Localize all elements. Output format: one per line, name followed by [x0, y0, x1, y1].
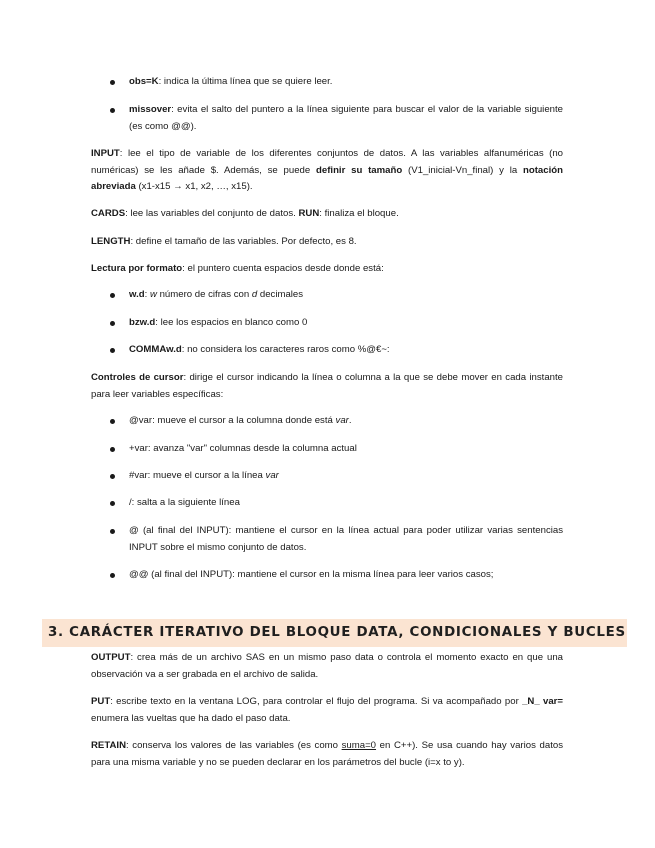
bullet-missover: missover: evita el salto del puntero a la línea siguiente para buscar el valor de la variable siguiente (es como @@).	[129, 104, 563, 132]
bullet-dot	[110, 108, 115, 113]
bullet-dot	[110, 80, 115, 85]
bullet-wd: w.d: w número de cifras con d decimales	[129, 289, 304, 300]
retain-paragraph: RETAIN: conserva los valores de las variables (es como suma=0 en C++). Se usa cuando hay varios datos para una misma variable y no se pueden declarar en los parámetros del bucle (i=x to y).	[91, 740, 563, 768]
bullet-bzwd: bzw.d: lee los espacios en blanco como 0	[129, 317, 308, 328]
bullet-dot	[110, 573, 115, 578]
bullet-dot	[110, 474, 115, 479]
bullet-dot	[110, 419, 115, 424]
bullet-dot	[110, 293, 115, 298]
bullet-dot	[110, 501, 115, 506]
section-heading: 3. CARÁCTER ITERATIVO DEL BLOQUE DATA, CONDICIONALES Y BUCLES	[48, 625, 626, 640]
bullet-cursor-plus-var: +var: avanza "var" columnas desde la columna actual	[129, 443, 357, 454]
cursor-paragraph: Controles de cursor: dirige el cursor indicando la línea o columna a la que se debe mover en cada instante para leer variables específicas:	[91, 372, 563, 400]
cards-paragraph: CARDS: lee las variables del conjunto de datos. RUN: finaliza el bloque.	[91, 208, 399, 219]
bullet-dot	[110, 321, 115, 326]
formato-paragraph: Lectura por formato: el puntero cuenta espacios desde donde está:	[91, 263, 384, 274]
bullet-cursor-double-at: @@ (al final del INPUT): mantiene el cursor en la misma línea para leer varios casos;	[129, 569, 494, 580]
bullet-cursor-at-var: @var: mueve el cursor a la columna donde está var.	[129, 415, 352, 426]
bullet-cursor-hash-var: #var: mueve el cursor a la línea var	[129, 470, 279, 481]
bullet-commawd: COMMAw.d: no considera los caracteres raros como %@€~:	[129, 344, 390, 355]
bullet-cursor-at-end: @ (al final del INPUT): mantiene el cursor en la línea actual para poder utilizar varias sentencias INPUT sobre el mismo conjunto de datos.	[129, 525, 563, 553]
length-paragraph: LENGTH: define el tamaño de las variables. Por defecto, es 8.	[91, 236, 357, 247]
bullet-cursor-slash: /: salta a la siguiente línea	[129, 497, 240, 508]
input-paragraph: INPUT: lee el tipo de variable de los diferentes conjuntos de datos. A las variables alfanuméricas (no numéricas) se les añade $. Además, se puede definir su tamaño (V1_inicial-Vn_final) y la notación abreviada (x1-x15 → x1, x2, …, x15).	[91, 148, 563, 192]
put-paragraph: PUT: escribe texto en la ventana LOG, para controlar el flujo del programa. Si va acompañado por _N_ var= enumera las vueltas que ha dado el paso data.	[91, 696, 564, 724]
output-paragraph: OUTPUT: crea más de un archivo SAS en un mismo paso data o controla el momento exacto en que una observación va a ser grabada en el archivo de salida.	[91, 652, 563, 680]
bullet-obs: obs=K: indica la última línea que se quiere leer.	[129, 76, 333, 87]
bullet-dot	[110, 348, 115, 353]
bullet-dot	[110, 447, 115, 452]
bullet-dot	[110, 529, 115, 534]
